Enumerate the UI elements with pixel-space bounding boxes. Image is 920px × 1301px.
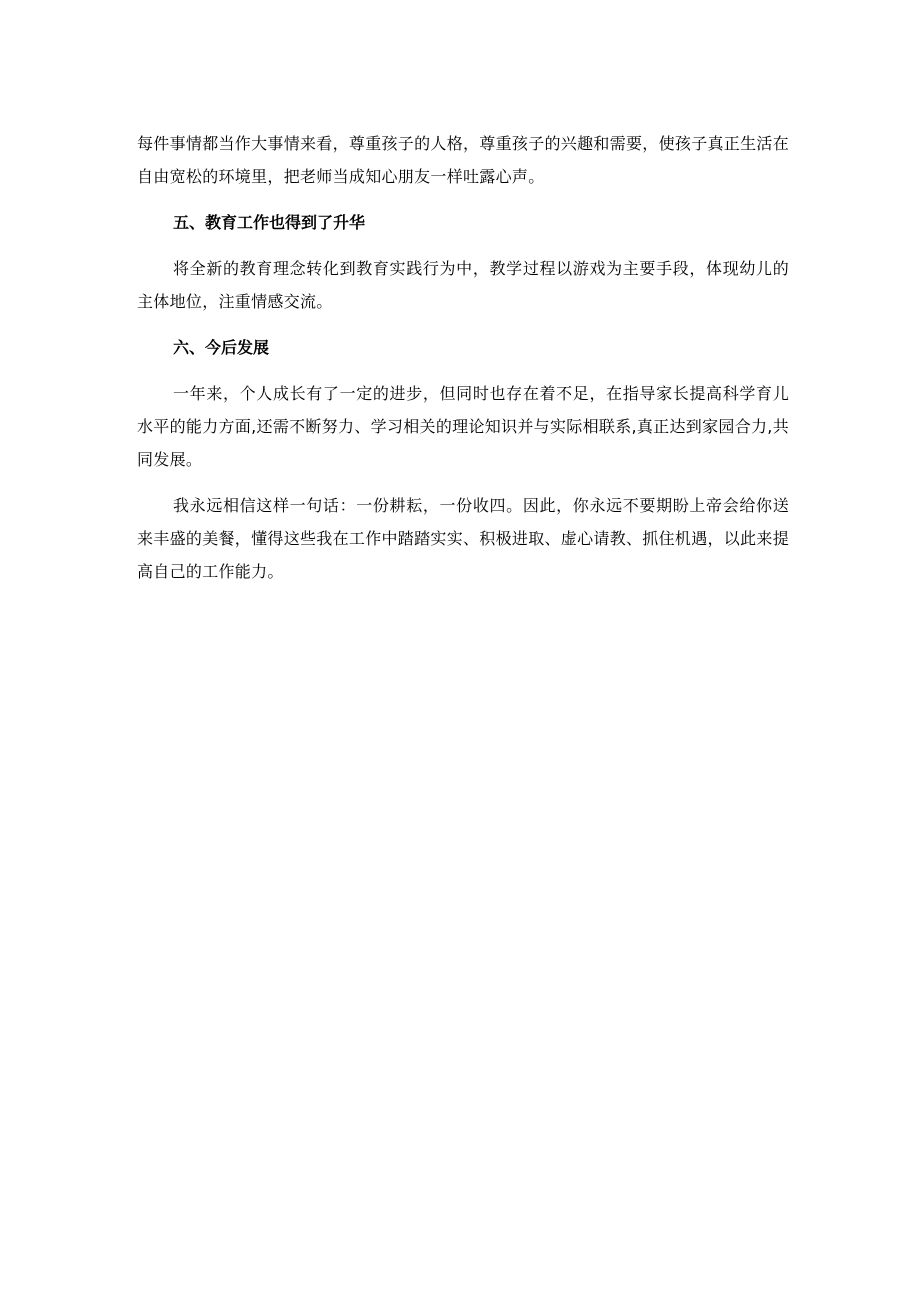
section-heading-five: 五、教育工作也得到了升华 [173,213,366,232]
document-body [137,127,789,601]
paragraph-continuation: 每件事情都当作大事情来看，尊重孩子的人格，尊重孩子的兴趣和需要，使孩子真正生活在自由宽松的环境里，把老师当成知心朋友一样吐露心声。 [137,134,790,186]
section-heading-six: 六、今后发展 [173,338,270,357]
paragraph-education-practice: 将全新的教育理念转化到教育实践行为中，教学过程以游戏为主要手段，体现幼儿的主体地位，注重情感交流。 [137,259,789,311]
paragraph-growth: 一年来，个人成长有了一定的进步，但同时也存在着不足，在指导家长提高科学育儿水平的能力方面,还需不断努力、学习相关的理论知识并与实际相联系,真正达到家园合力,共同发展。 [137,384,789,469]
paragraph-conclusion: 我永远相信这样一句话：一份耕耘，一份收四。因此，你永远不要期盼上帝会给你送来丰盛的美餐，懂得这些我在工作中踏踏实实、积极进取、虚心请教、抓住机遇，以此来提高自己的工作能力。 [137,496,790,581]
